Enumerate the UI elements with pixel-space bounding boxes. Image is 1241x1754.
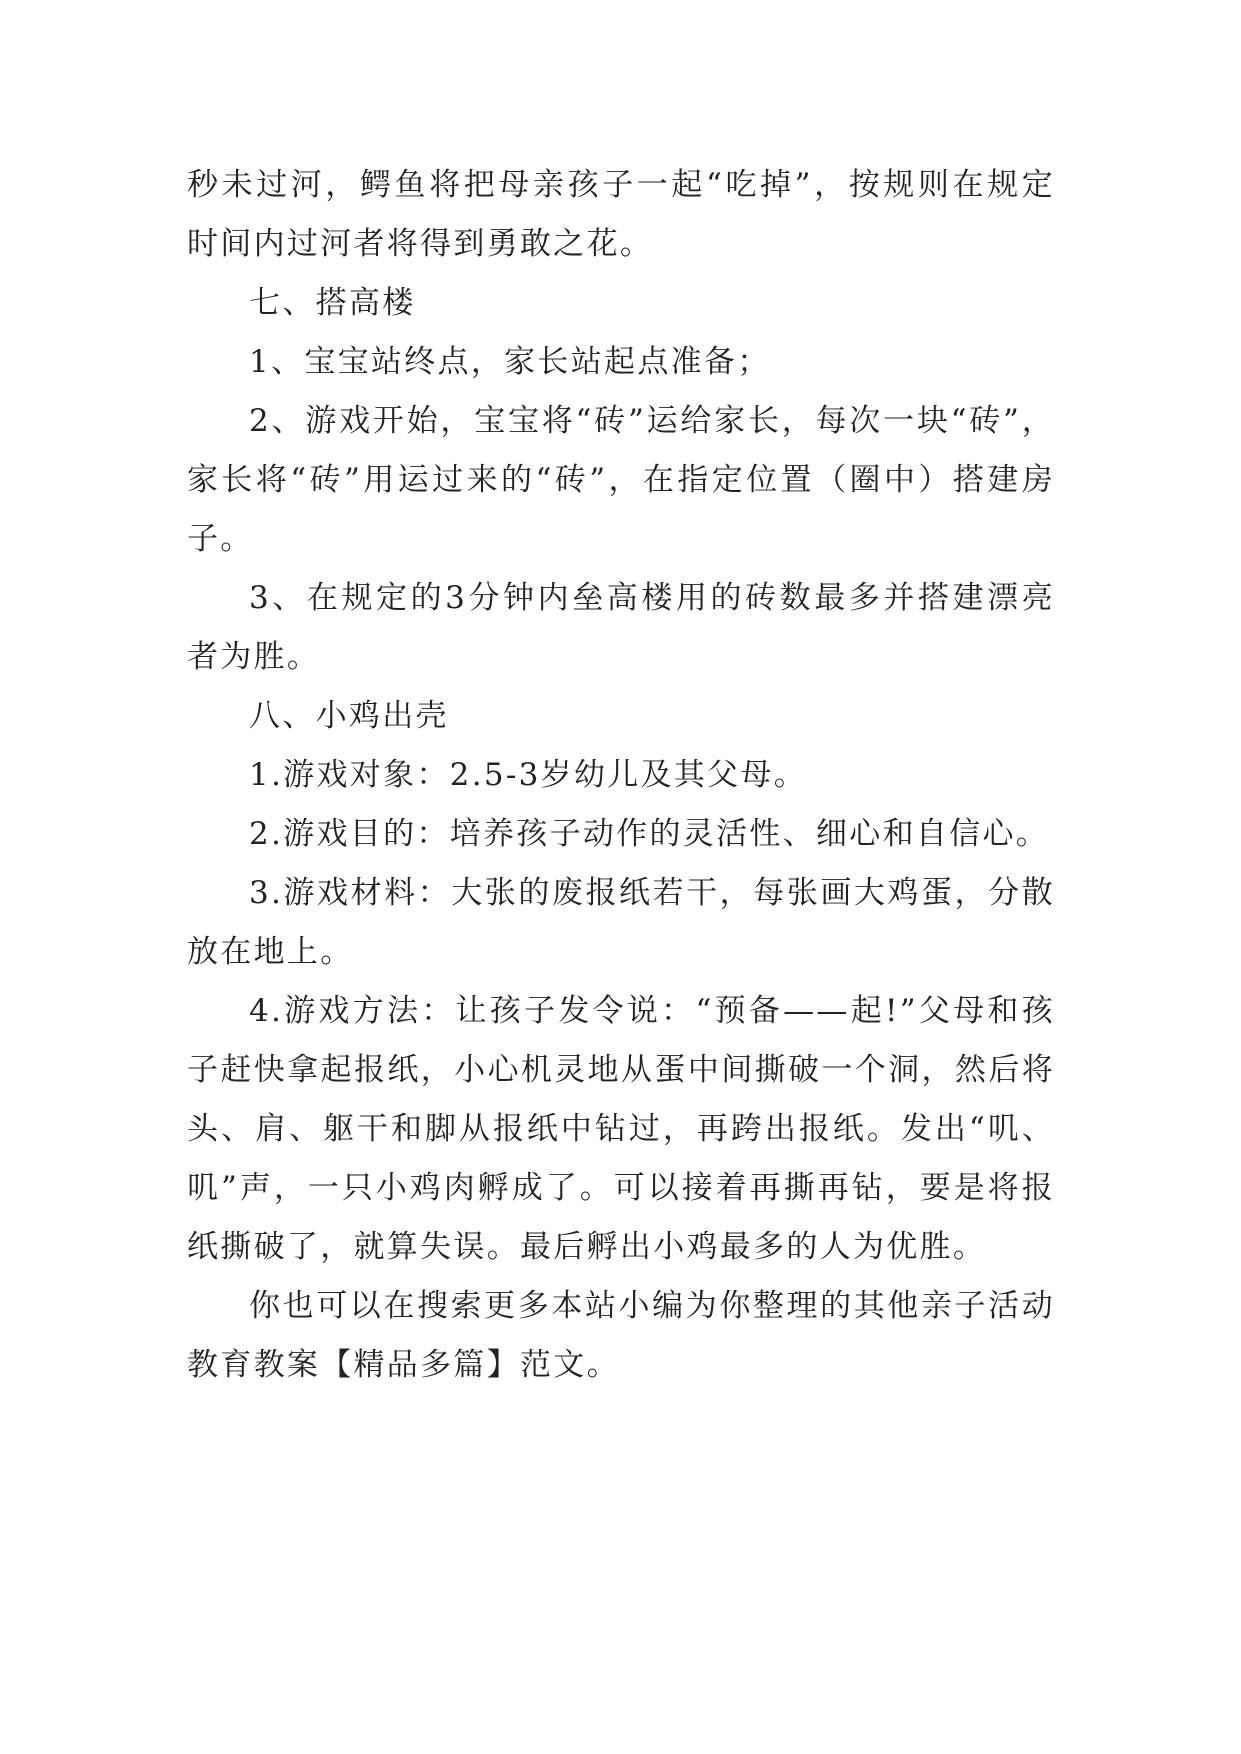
paragraph-building-step-1: 1、宝宝站终点，家长站起点准备； [249,344,771,380]
paragraph-game-method: 4.游戏方法：让孩子发令说：“预备——起!”父母和孩子赶快拿起报纸，小心机灵地从蛋中间撕破一个洞，然后将头、肩、躯干和脚从报纸中钻过，再跨出报纸。发出“叽、叽”声，一只小鸡肉孵成了。可以接着再撕再钻，要是将报纸撕破了，就算失误。最后孵出小鸡最多的人为优胜。 [187,993,1055,1265]
paragraph-game-materials: 3.游戏材料：大张的废报纸若干，每张画大鸡蛋，分散放在地上。 [187,875,1055,970]
heading-build-tall-building: 七、搭高楼 [249,285,416,321]
paragraph-game-target: 1.游戏对象：2.5-3岁幼儿及其父母。 [249,757,808,793]
paragraph-game-purpose: 2.游戏目的：培养孩子动作的灵活性、细心和自信心。 [249,816,1050,852]
paragraph-building-step-2: 2、游戏开始，宝宝将“砖”运给家长，每次一块“砖”，家长将“砖”用运过来的“砖”，在指定位置（圈中）搭建房子。 [187,403,1055,557]
paragraph-closing-note: 你也可以在搜索更多本站小编为你整理的其他亲子活动教育教案【精品多篇】范文。 [187,1288,1055,1383]
document-body [187,156,1055,1395]
paragraph-river-crossing-rule: 秒未过河，鳄鱼将把母亲孩子一起“吃掉”，按规则在规定时间内过河者将得到勇敢之花。 [187,167,1055,262]
paragraph-building-step-3: 3、在规定的3分钟内垒高楼用的砖数最多并搭建漂亮者为胜。 [187,580,1055,675]
heading-chick-hatching: 八、小鸡出壳 [249,698,449,734]
